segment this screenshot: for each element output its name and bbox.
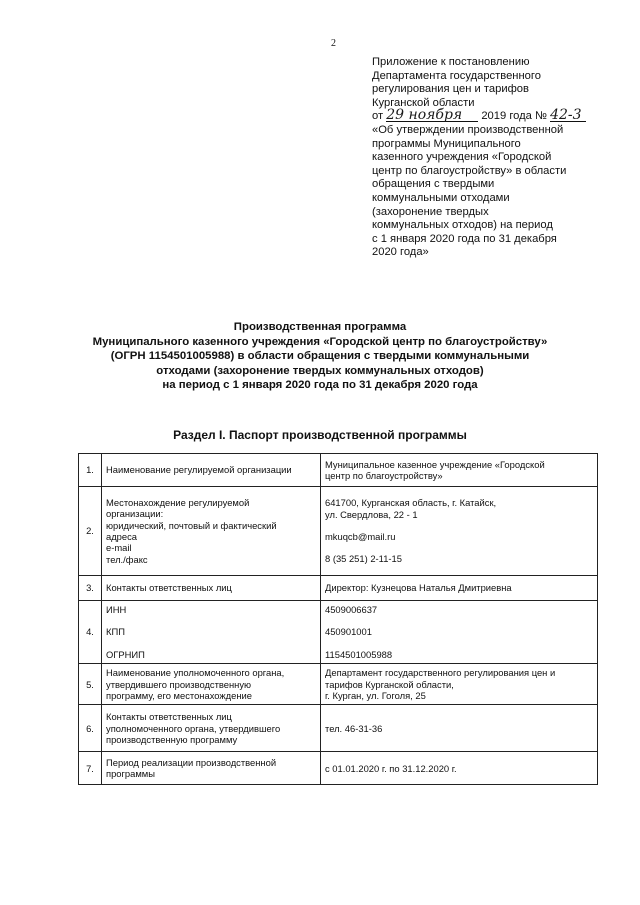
title-line: (ОГРН 1154501005988) в области обращения с твердыми коммунальными — [110, 350, 530, 363]
value-line — [325, 542, 593, 553]
label-line: утвердившего производственную — [106, 678, 252, 690]
label-line: адреса — [106, 531, 138, 542]
table-row — [79, 664, 598, 705]
label-line: организации: — [106, 508, 164, 520]
value-line — [325, 638, 593, 649]
annex-subject-line: «Об утверждении производственной — [372, 123, 564, 136]
label-line: программы — [106, 768, 155, 780]
row-value — [321, 705, 598, 752]
date-prefix: от — [372, 110, 384, 123]
title-line: Производственная программа — [233, 321, 407, 333]
value-line: 450901001 — [325, 626, 372, 638]
annex-line: Курганской области — [372, 96, 475, 109]
row-number: 7. — [79, 752, 102, 785]
table-row — [79, 752, 598, 785]
section-title: Раздел I. Паспорт производственной программы — [173, 428, 467, 442]
table-row — [79, 487, 598, 576]
value-line: тел. 46-31-36 — [325, 722, 383, 734]
label-line: Наименование уполномоченного органа, — [106, 667, 285, 679]
row-value — [321, 664, 598, 705]
annex-block — [372, 56, 622, 260]
label-line: ОГРНИП — [106, 648, 145, 660]
annex-line: Приложение к постановлению — [372, 56, 530, 68]
value-line — [325, 615, 593, 626]
title-line: отходами (захоронение твердых коммунальных отходов) — [156, 364, 484, 377]
value-line — [325, 520, 593, 531]
row-number: 6. — [79, 705, 102, 752]
annex-subject-line: обращения с твердыми — [372, 178, 495, 191]
row-value — [321, 454, 598, 487]
annex-subject-line: 2020 года» — [372, 246, 429, 259]
handwritten-date: 29 ноября — [386, 110, 478, 122]
annex-date-line — [372, 107, 622, 124]
label-line: юридический, почтовый и фактический — [106, 519, 277, 531]
table-row — [79, 454, 598, 487]
row-value — [321, 576, 598, 601]
row-number: 4. — [79, 601, 102, 664]
value-line: с 01.01.2020 г. по 31.12.2020 г. — [325, 762, 457, 774]
table-row — [79, 601, 598, 664]
page-number: 2 — [331, 38, 336, 49]
passport-table-body — [79, 454, 598, 785]
row-label — [102, 454, 321, 487]
annex-line: Департамента государственного — [372, 69, 541, 82]
annex-line: регулирования цен и тарифов — [372, 83, 529, 96]
row-label — [102, 752, 321, 785]
row-number: 5. — [79, 664, 102, 705]
value-line: mkuqcb@mail.ru — [325, 531, 396, 542]
label-line: КПП — [106, 626, 125, 638]
value-line: Муниципальное казенное учреждение «Городской — [325, 458, 545, 470]
value-line: 4509006637 — [325, 604, 378, 615]
annex-subject-line: коммунальных отходов) на период — [372, 219, 553, 232]
value-line: 641700, Курганская область, г. Катайск, — [325, 497, 497, 509]
label-line: Период реализации производственной — [106, 757, 277, 769]
label-line — [106, 638, 316, 649]
row-value — [321, 601, 598, 664]
label-line: тел./факс — [106, 553, 148, 565]
value-line: центр по благоустройству» — [325, 470, 443, 481]
passport-table — [78, 453, 598, 785]
annex-subject-line: коммунальными отходами — [372, 191, 510, 204]
row-label — [102, 664, 321, 705]
row-number: 2. — [79, 487, 102, 576]
title-line: на период с 1 января 2020 года по 31 декабря 2020 года — [162, 379, 478, 392]
value-line: Департамент государственного регулирования цен и — [325, 667, 556, 679]
value-line: 8 (35 251) 2-11-15 — [325, 553, 402, 565]
label-line: Местонахождение регулируемой — [106, 496, 250, 508]
row-value — [321, 487, 598, 576]
value-line: тарифов Курганской области, — [325, 678, 454, 690]
row-label — [102, 576, 321, 601]
value-line: 1154501005988 — [325, 648, 393, 660]
value-line: ул. Свердлова, 22 - 1 — [325, 508, 418, 520]
value-line: Директор: Кузнецова Наталья Дмитриевна — [325, 582, 512, 594]
label-line: Наименование регулируемой организации — [106, 464, 292, 476]
label-line: уполномоченного органа, утвердившего — [106, 722, 281, 734]
annex-subject-line: с 1 января 2020 года по 31 декабря — [372, 232, 557, 245]
date-suffix: 2019 года № — [481, 110, 547, 123]
annex-subject-line: (захоронение твердых — [372, 205, 489, 218]
value-line: г. Курган, ул. Гоголя, 25 — [325, 690, 426, 702]
row-label — [102, 487, 321, 576]
row-value — [321, 752, 598, 785]
label-line: Контакты ответственных лиц — [106, 711, 232, 723]
table-row — [79, 576, 598, 601]
label-line: Контакты ответственных лиц — [106, 582, 232, 594]
annex-subject-line: центр по благоустройству» в области — [372, 164, 567, 177]
handwritten-number: 42-3 — [550, 110, 586, 122]
annex-subject-line: программы Муниципального — [372, 137, 521, 150]
label-line: производственную программу — [106, 734, 238, 746]
title-line: Муниципального казенного учреждения «Городской центр по благоустройству» — [92, 335, 548, 348]
label-line: e-mail — [106, 542, 132, 554]
row-label — [102, 705, 321, 752]
row-label — [102, 601, 321, 664]
label-line: ИНН — [106, 604, 127, 615]
row-number: 3. — [79, 576, 102, 601]
label-line: программу, его местонахождение — [106, 690, 252, 702]
annex-subject-line: казенного учреждения «Городской — [372, 151, 552, 164]
label-line — [106, 615, 316, 626]
document-title — [40, 320, 600, 393]
table-row — [79, 705, 598, 752]
row-number: 1. — [79, 454, 102, 487]
